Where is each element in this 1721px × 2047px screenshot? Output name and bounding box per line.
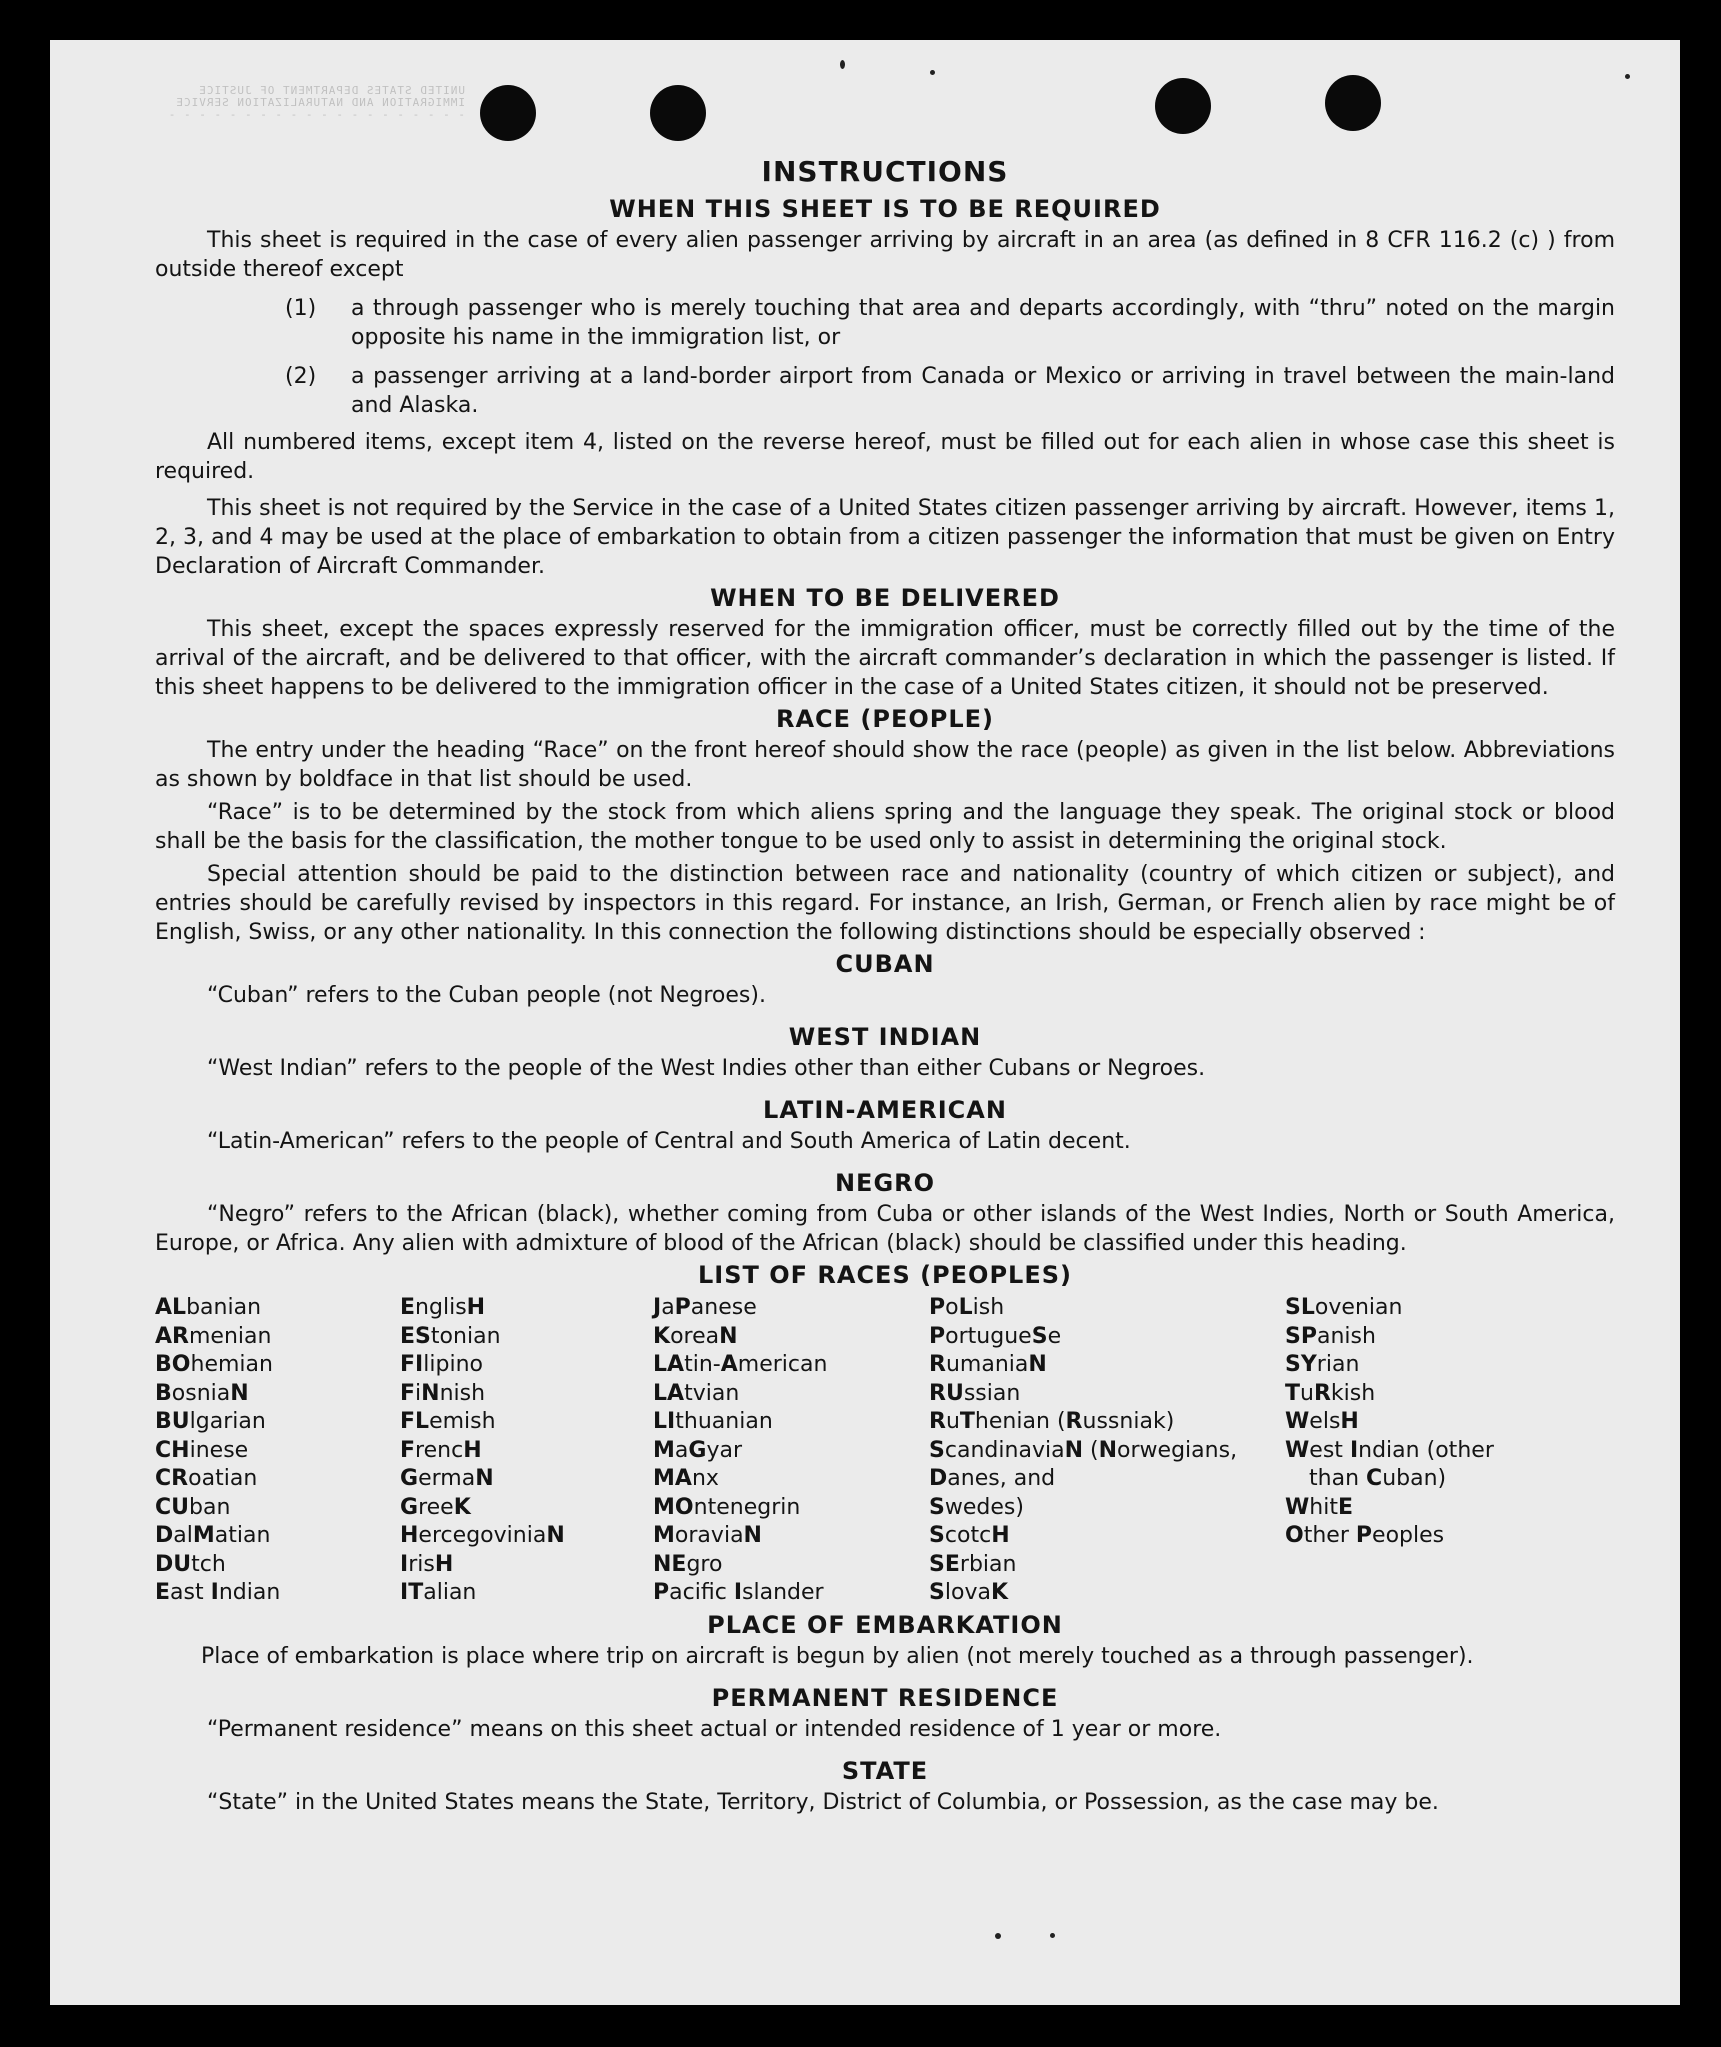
race-entry: FLemish: [400, 1409, 496, 1434]
race-entry: PoLish: [929, 1295, 1005, 1320]
residence-text: “Permanent residence” means on this sheet actual or intended residence of 1 year or more.: [207, 1716, 1222, 1742]
race-entry: ALbanian: [155, 1295, 262, 1320]
race-entry: PortugueSe: [929, 1323, 1062, 1349]
race-entry: Pacifc Islander: [653, 1580, 824, 1605]
item-number: (2): [285, 364, 317, 389]
when-delivered-text: This sheet, except the spaces expressly reserved for the immigration officer, must be correctly filled out by the time of the arrival of the aircraft, and be delivered to that officer, with the aircraft commander’s declaration in which the passenger is listed. If this sheet happens to be delivered to the immigration officer in the case of a United States citizen, it should not be preserved.: [155, 617, 1615, 700]
race-entry: LAtin-American: [653, 1352, 828, 1377]
race-entry: SErbian: [929, 1551, 1017, 1577]
negro-text: “Negro” refers to the African (black), whether coming from Cuba or other islands of the West Indies, North or South America, Europe, or Africa. Any alien with admixture of blood of the African (black) should be classified under this heading.: [155, 1202, 1615, 1256]
race-entry: MoraviaN: [653, 1523, 762, 1548]
section-heading-state: STATE: [841, 1756, 929, 1785]
speck: [1625, 74, 1630, 79]
race-entry: BOhemian: [155, 1352, 273, 1377]
item-text: a through passenger who is merely touching that area and departs accordingly, with “thru” noted on the margin opposite his name in the immigration list, or: [351, 296, 1615, 350]
race-entry: ScandinaviaN (Norwegians,: [929, 1437, 1238, 1463]
race-entry: BUlgarian: [155, 1409, 266, 1434]
race-entry: SlovaK: [929, 1580, 1009, 1605]
race-entry: ARmenian: [155, 1323, 272, 1349]
race-entry: CUban: [155, 1494, 231, 1520]
speck: [840, 60, 845, 69]
race-entry: HercegoviniaN: [400, 1523, 565, 1548]
section-heading-when-delivered: WHEN TO BE DELIVERED: [710, 584, 1060, 612]
races-column: [400, 1294, 653, 1608]
west-indian-text: “West Indian” refers to the people of the West Indies other than either Cubans or Negroes.: [207, 1056, 1206, 1081]
race-entry: GermaN: [400, 1466, 494, 1491]
punch-hole: [1155, 78, 1211, 134]
race-entry: FrencH: [400, 1437, 482, 1463]
race-entry: RUssian: [929, 1380, 1021, 1406]
speck: [1050, 1933, 1055, 1938]
section-heading-embarkation: PLACE OF EMBARKATION: [707, 1610, 1063, 1639]
section-heading-west-indian: WEST INDIAN: [788, 1023, 982, 1051]
race-entry: CHinese: [155, 1437, 249, 1463]
section-heading-latin-american: LATIN-AMERICAN: [763, 1096, 1007, 1124]
race-entry: WhitE: [1285, 1494, 1354, 1520]
race-entry: RumaniaN: [929, 1352, 1047, 1377]
state-text: “State” in the United States means the State, Territory, District of Columbia, or Possession, as the case may be.: [207, 1789, 1439, 1815]
item-text: a passenger arriving at a land-border airport from Canada or Mexico or arriving in travel between the main-land and Alaska.: [351, 364, 1615, 418]
race-entry: WelsH: [1285, 1409, 1359, 1434]
race-entry: KoreaN: [653, 1323, 738, 1349]
latin-american-text: “Latin-American” refers to the people of Central and South America of Latin decent.: [207, 1129, 1131, 1154]
instructions-body: [155, 152, 1615, 1817]
exception-item: [285, 362, 1615, 420]
races-column: [155, 1294, 400, 1608]
race-entry: LAtvian: [653, 1380, 740, 1406]
races-list: [155, 1294, 1615, 1608]
race-entry: MOntenegrin: [653, 1494, 801, 1520]
document-page: [50, 40, 1680, 2005]
race-entry: EnglisH: [400, 1295, 486, 1320]
punch-hole: [650, 85, 706, 141]
exception-item: [285, 294, 1615, 352]
race-paragraph: “Race” is to be determined by the stock from which aliens spring and the language they speak. The original stock or blood shall be the basis for the classification, the mother tongue to be used only to assist in determining the original stock.: [155, 800, 1615, 854]
race-entry: MAnx: [653, 1466, 719, 1491]
speck: [995, 1933, 1001, 1939]
race-entry: GreeK: [400, 1494, 471, 1520]
race-entry: SYrian: [1285, 1352, 1360, 1377]
race-entry: EStonian: [400, 1323, 501, 1349]
section-heading-list-of-races: LIST OF RACES (PEOPLES): [698, 1261, 1072, 1289]
race-entry: DalMatian: [155, 1523, 271, 1548]
race-entry: East Indian: [155, 1580, 281, 1605]
race-entry: ScotcH: [929, 1523, 1010, 1548]
citizen-paragraph: This sheet is not required by the Service in the case of a United States citizen passenger arriving by aircraft. However, items 1, 2, 3, and 4 may be used at the place of embarkation to obtain from a citizen passenger the information that must be given on Entry Declaration of Aircraft Commander.: [155, 496, 1615, 579]
races-column: [653, 1294, 929, 1608]
race-entry: FiNnish: [400, 1380, 486, 1406]
numbered-items-paragraph: All numbered items, except item 4, listed on the reverse hereof, must be filled out for each alien in whose case this sheet is required.: [155, 430, 1615, 484]
races-column: [929, 1294, 1285, 1608]
race-entry: NEgro: [653, 1551, 723, 1577]
page-title: INSTRUCTIONS: [761, 155, 1009, 188]
race-paragraph: The entry under the heading “Race” on the front hereof should show the race (people) as given in the list below. Abbreviations as shown by boldface in that list should be used.: [155, 738, 1615, 792]
race-entry: MaGyar: [653, 1437, 743, 1463]
punch-hole: [1325, 75, 1381, 131]
item-number: (1): [285, 296, 317, 321]
race-entry: Danes, and: [929, 1466, 1056, 1491]
cuban-text: “Cuban” refers to the Cuban people (not Negroes).: [207, 983, 766, 1008]
race-entry: DUtch: [155, 1551, 226, 1577]
race-entry: SPanish: [1285, 1323, 1376, 1349]
speck: [930, 70, 935, 75]
when-required-intro: This sheet is required in the case of every alien passenger arriving by aircraft in an area (as defined in 8 CFR 116.2 (c) ) from outside thereof except: [155, 228, 1615, 282]
section-heading-negro: NEGRO: [834, 1169, 936, 1197]
race-paragraph: Special attention should be paid to the distinction between race and nationality (country of which citizen or subject), and entries should be carefully revised by inspectors in this regard. For instance, an Irish, German, or French alien by race might be of English, Swiss, or any other nationality. In this connection the following distinctions should be especially observed :: [155, 862, 1615, 945]
race-entry: JaPanese: [653, 1295, 757, 1320]
punch-hole: [480, 85, 536, 141]
races-column: [1285, 1294, 1585, 1608]
race-entry: West Indian (other: [1285, 1437, 1494, 1463]
race-entry: RuThenian (Russniak): [929, 1409, 1175, 1434]
race-entry: Other Peoples: [1285, 1523, 1445, 1548]
race-entry: SLovenian: [1285, 1295, 1403, 1320]
show-through-text: UNITED STATES DEPARTMENT OF JUSTICE IMMIGRATION AND NATURALIZATION SERVICE - - - - - - - - - - - - - - - - - - - -: [167, 84, 465, 121]
race-entry: CRoatian: [155, 1466, 258, 1491]
race-entry: LIthuanian: [653, 1409, 773, 1434]
section-heading-cuban: CUBAN: [835, 950, 935, 978]
race-entry: Swedes): [929, 1494, 1024, 1520]
race-entry: TuRkish: [1285, 1380, 1376, 1406]
section-heading-when-required: WHEN THIS SHEET IS TO BE REQUIRED: [609, 195, 1161, 223]
section-heading-race: RACE (PEOPLE): [775, 705, 995, 733]
race-entry: ITalian: [400, 1580, 477, 1605]
section-heading-residence: PERMANENT RESIDENCE: [711, 1683, 1059, 1712]
embarkation-text: Place of embarkation is place where trip on aircraft is begun by alien (not merely touched as a through passenger).: [201, 1643, 1474, 1669]
race-entry: FIlipino: [400, 1352, 483, 1377]
race-entry: than Cuban): [1309, 1466, 1447, 1491]
race-entry: IrisH: [400, 1551, 454, 1577]
race-entry: BosniaN: [155, 1380, 249, 1406]
